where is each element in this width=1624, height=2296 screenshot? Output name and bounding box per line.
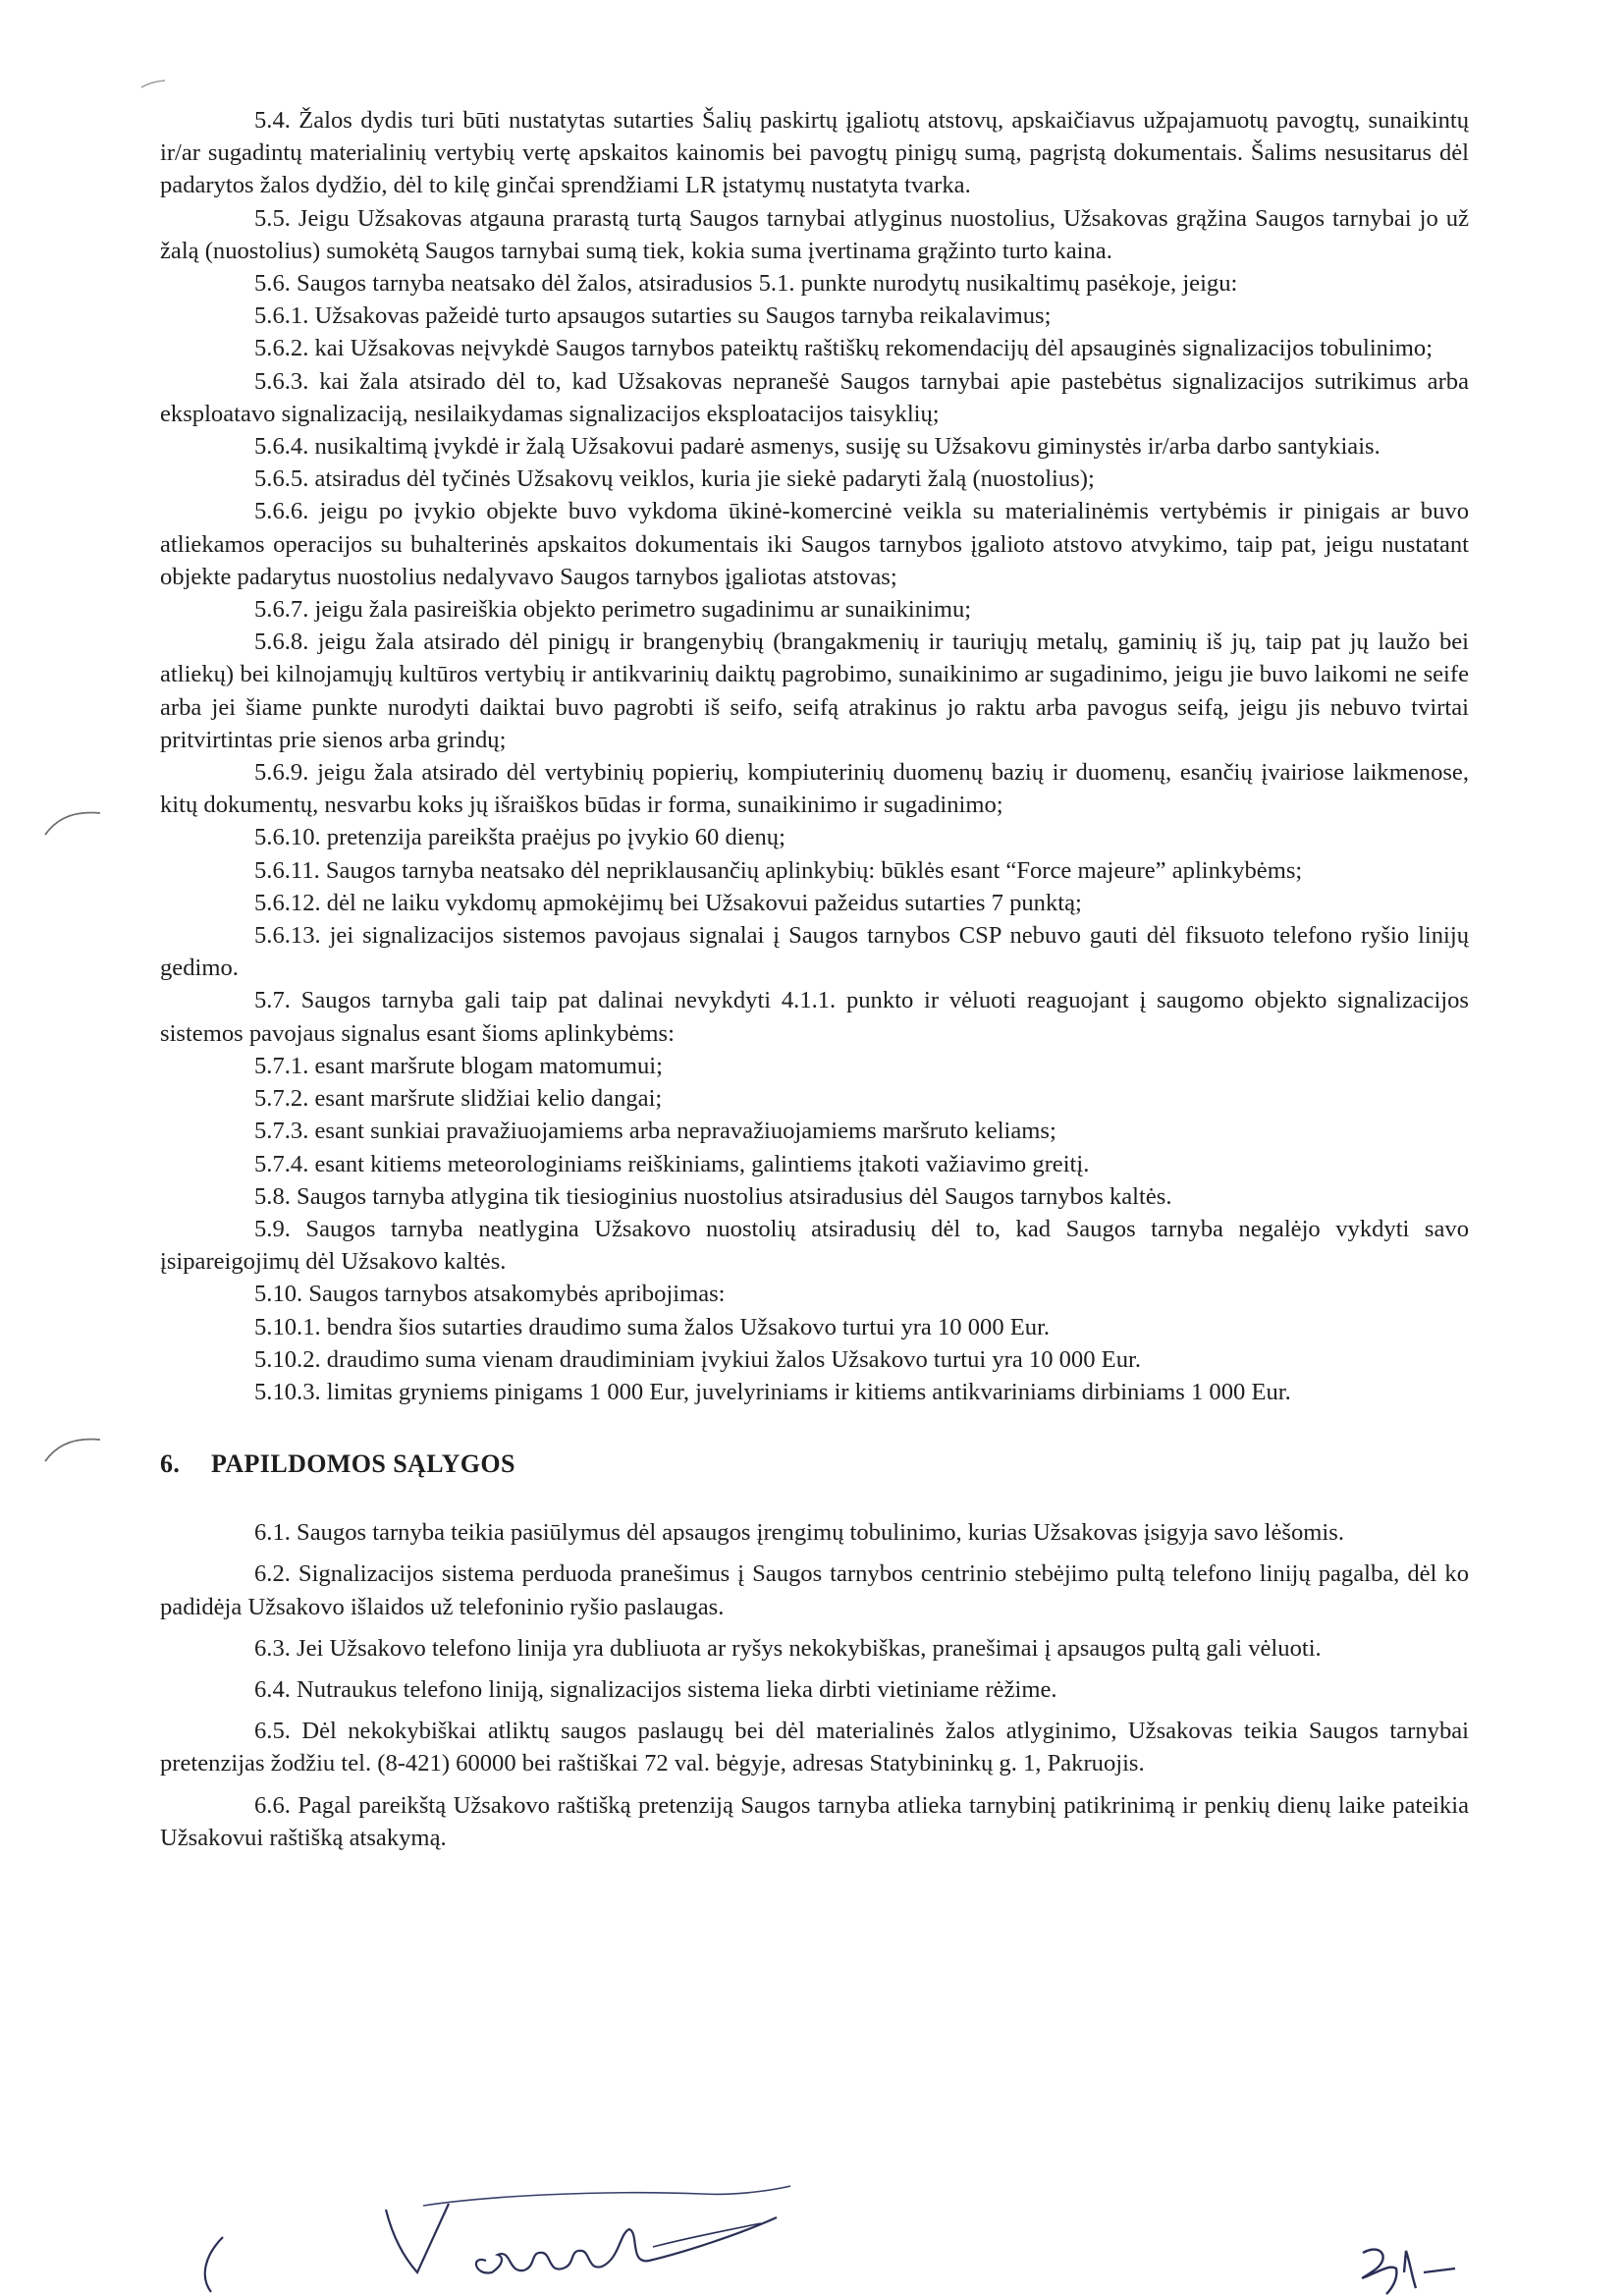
handwritten-initials — [1337, 2239, 1494, 2296]
paragraph-5-6-13: 5.6.13. jei signalizacijos sistemos pavojaus signalai į Saugos tarnybos CSP nebuvo gauti dėl fiksuoto telefono ryšio linijų gedimo. — [160, 922, 1469, 982]
paragraph-5-6-7: 5.6.7. jeigu žala pasireiškia objekto perimetro sugadinimu ar sunaikinimu; — [254, 596, 972, 624]
paragraph-5-6-5: 5.6.5. atsiradus dėl tyčinės Užsakovų veiklos, kuria jie siekė padaryti žalą (nuostolius); — [254, 465, 1095, 493]
paragraph-5-6-4: 5.6.4. nusikaltimą įvykdė ir žalą Užsakovui padarė asmenys, susiję su Užsakovu giminystės ir/arba darbo santykiais. — [254, 433, 1380, 461]
paragraph-5-6-8: 5.6.8. jeigu žala atsirado dėl pinigų ir brangenybių (brangakmenių ir tauriųjų metalų, gaminių iš jų, taip pat jų laužo bei atliekų) bei kilnojamųjų kultūros vertybių ir antikvarinių daiktų pagrobimo, sunaikinimo ar sugadinimo, jeigu jie buvo laikomi ne seife arba jei šiame punkte nurodyti daiktai buvo pagrobti iš seifo, seifą atrakinus jo raktu arba pavogus seifą, jeigu jis nebuvo tvirtai pritvirtintas prie sienos arba grindų; — [160, 629, 1469, 753]
paragraph-5-7: 5.7. Saugos tarnyba gali taip pat dalinai nevykdyti 4.1.1. punkto ir vėluoti reaguojant į saugomo objekto signalizacijos sistemos pavojaus signalus esant šioms aplinkybėms: — [160, 987, 1469, 1047]
paragraph-5-9: 5.9. Saugos tarnyba neatlygina Užsakovo nuostolių atsiradusių dėl to, kad Saugos tarnyba negalėjo vykdyti savo įsipareigojimų dėl Užsakovo kaltės. — [160, 1215, 1469, 1276]
paragraph-5-6-2: 5.6.2. kai Užsakovas neįvykdė Saugos tarnybos pateiktų raštiškų rekomendacijų dėl apsauginės signalizacijos tobulinimo; — [254, 335, 1434, 362]
paragraph-5-8: 5.8. Saugos tarnyba atlygina tik tiesioginius nuostolius atsiradusius dėl Saugos tarnybos kaltės. — [254, 1182, 1172, 1210]
paragraph-6-5: 6.5. Dėl nekokybiškai atliktų saugos paslaugų bei dėl materialinės žalos atlyginimo, Užsakovas teikia Saugos tarnybai pretenzijas žodžiu tel. (8-421) 60000 bei raštiškai 72 val. bėgyje, adresas Statybininkų g. 1, Pakruojis. — [160, 1718, 1469, 1777]
paragraph-5-6-11: 5.6.11. Saugos tarnyba neatsako dėl nepriklausančių aplinkybių: būklės esant “Force majeure” aplinkybėms; — [254, 856, 1303, 884]
section-6-body — [160, 1516, 1469, 1854]
paragraph-6-6: 6.6. Pagal pareikštą Užsakovo raštišką pretenziją Saugos tarnyba atlieka tarnybinį patikrinimą ir penkių dienų laike pateikia Užsakovui raštišką atsakymą. — [160, 1791, 1469, 1851]
paragraph-5-6-1: 5.6.1. Užsakovas pažeidė turto apsaugos sutarties su Saugos tarnyba reikalavimus; — [254, 302, 1052, 330]
paragraph-5-6-3: 5.6.3. kai žala atsirado dėl to, kad Užsakovas nepranešė Saugos tarnybai apie pastebėtus signalizacijos sutrikimus arba eksploatavo signalizaciją, nesilaikydamas signalizacijos eksploatacijos taisyklių; — [160, 367, 1469, 427]
paragraph-5-7-3: 5.7.3. esant sunkiai pravažiuojamiems arba nepravažiuojamiems maršruto keliams; — [254, 1118, 1056, 1145]
paragraph-5-7-4: 5.7.4. esant kitiems meteorologiniams reiškiniams, galintiems įtakoti važiavimo greitį. — [254, 1150, 1090, 1177]
section-6-title: PAPILDOMOS SĄLYGOS — [211, 1449, 515, 1479]
section-6-heading — [160, 1449, 1469, 1479]
paragraph-5-6-6: 5.6.6. jeigu po įvykio objekte buvo vykdoma ūkinė-komercinė veikla su materialinėmis vertybėmis ir pinigais ar buvo atliekamos operacijos su buhalterinės apskaitos dokumentais iki Saugos tarnybos įgalioto atstovo atvykimo, taip pat, jeigu nustatant objekte padarytus nuostolius nedalyvavo Saugos tarnybos įgaliotas atstovas; — [160, 498, 1469, 590]
section-5-continued — [160, 104, 1469, 1408]
paragraph-6-4: 6.4. Nutraukus telefono liniją, signalizacijos sistema lieka dirbti vietiniame rėžime. — [254, 1675, 1057, 1703]
binder-hole-mark-upper — [39, 803, 108, 843]
binder-hole-mark-lower — [39, 1430, 108, 1469]
paragraph-5-7-1: 5.7.1. esant maršrute blogam matomumui; — [254, 1052, 663, 1079]
paragraph-5-6-9: 5.6.9. jeigu žala atsirado dėl vertybinių popierių, kompiuterinių duomenų bazių ir duomenų, esančių įvairiose laikmenose, kitų dokumentų, nesvarbu koks jų išraiškos būdas ir forma, sunaikinimo ir sugadinimo; — [160, 759, 1469, 819]
paragraph-5-4: 5.4. Žalos dydis turi būti nustatytas sutarties Šalių paskirtų įgaliotų atstovų, apskaičiavus užpajamuotų pavogtų, sunaikintų ir/ar sugadintų materialinių vertybių vertę apskaitos kainomis bei pavogtų pinigų sumą, pagrįstą dokumentais. Šalims nesusitarus dėl padarytos žalos dydžio, dėl to kilę ginčai sprendžiami LR įstatymų nustatyta tvarka. — [160, 107, 1469, 199]
document-body — [160, 104, 1469, 1854]
handwritten-signature — [191, 2170, 790, 2296]
paragraph-6-2: 6.2. Signalizacijos sistema perduoda pranešimus į Saugos tarnybos centrinio stebėjimo pultą telefono linijų pagalba, dėl ko padidėja Užsakovo išlaidos už telefoninio ryšio paslaugas. — [160, 1560, 1469, 1620]
section-6-number: 6. — [160, 1449, 181, 1479]
paragraph-5-10-2: 5.10.2. draudimo suma vienam draudiminiam įvykiui žalos Užsakovo turtui yra 10 000 Eur. — [254, 1345, 1141, 1373]
paragraph-5-6-10: 5.6.10. pretenzija pareikšta praėjus po įvykio 60 dienų; — [254, 824, 785, 851]
paragraph-5-6-12: 5.6.12. dėl ne laiku vykdomų apmokėjimų bei Užsakovui pažeidus sutarties 7 punktą; — [254, 889, 1082, 916]
paragraph-6-3: 6.3. Jei Užsakovo telefono linija yra dubliuota ar ryšys nekokybiškas, pranešimai į apsaugos pultą gali vėluoti. — [254, 1634, 1322, 1662]
paragraph-6-1: 6.1. Saugos tarnyba teikia pasiūlymus dėl apsaugos įrengimų tobulinimo, kurias Užsakovas įsigyja savo lėšomis. — [254, 1519, 1344, 1547]
paragraph-5-6: 5.6. Saugos tarnyba neatsako dėl žalos, atsiradusios 5.1. punkte nurodytų nusikaltimų pasėkoje, jeigu: — [254, 270, 1238, 298]
paragraph-5-7-2: 5.7.2. esant maršrute slidžiai kelio dangai; — [254, 1085, 663, 1113]
paragraph-5-10-3: 5.10.3. limitas gryniems pinigams 1 000 Eur, juvelyriniams ir kitiems antikvariniams dirbiniams 1 000 Eur. — [254, 1378, 1291, 1405]
paragraph-5-10: 5.10. Saugos tarnybos atsakomybės apribojimas: — [254, 1281, 726, 1308]
paragraph-5-5: 5.5. Jeigu Užsakovas atgauna prarastą turtą Saugos tarnybai atlyginus nuostolius, Užsakovas grąžina Saugos tarnybai jo už žalą (nuostolius) sumokėtą Saugos tarnybai sumą tiek, kokia suma įvertinama grąžinto turto kaina. — [160, 204, 1469, 264]
paragraph-5-10-1: 5.10.1. bendra šios sutarties draudimo suma žalos Užsakovo turtui yra 10 000 Eur. — [254, 1313, 1051, 1340]
scan-mark — [139, 79, 169, 90]
